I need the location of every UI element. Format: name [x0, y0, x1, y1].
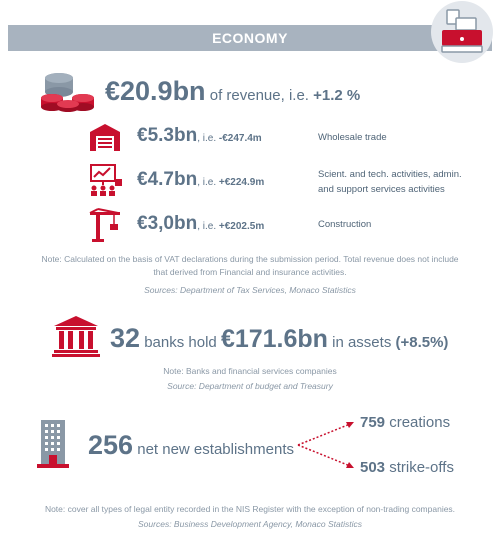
bank-icon: [52, 315, 100, 357]
strikeoffs-label: strike-offs: [385, 459, 454, 476]
split-arrows: [296, 418, 360, 472]
banks-note: Note: Banks and financial services companies: [163, 366, 337, 376]
presentation-icon: [88, 163, 124, 197]
strikeoffs-line: [360, 459, 454, 477]
strikeoffs-count: 503: [360, 459, 386, 476]
revenue-note: [0, 253, 500, 279]
sector-amount: €4.7bn: [137, 169, 198, 190]
sector-ie: , i.e.: [197, 133, 219, 144]
banks-amount: €171.6bn: [220, 325, 328, 353]
sector-wholesale: [137, 125, 262, 147]
sector-change: +€202.5m: [218, 221, 265, 232]
banks-change: (+8.5%): [395, 334, 449, 351]
building-icon: [37, 420, 69, 468]
banks-count: 32: [110, 323, 141, 353]
revenue-line: [105, 76, 360, 107]
sector-label-line2: and support services activities: [318, 184, 445, 195]
section-banner: [8, 25, 492, 51]
sector-label-line1: Wholesale trade: [318, 132, 387, 143]
cash-register-icon: [430, 0, 494, 64]
establishments-text: net new establishments: [133, 441, 294, 458]
establishments-count: 256: [88, 430, 134, 460]
revenue-change: +1.2 %: [313, 87, 361, 104]
sector-amount: €3,0bn: [137, 213, 198, 234]
sector-ie: , i.e.: [197, 177, 219, 188]
crane-icon: [88, 208, 122, 242]
note-line: that derived from Financial and insurance activities.: [153, 267, 347, 277]
revenue-text: of revenue, i.e.: [205, 87, 314, 104]
creations-count: 759: [360, 414, 386, 431]
creations-label: creations: [385, 414, 451, 431]
sector-change: +€224.9m: [218, 177, 265, 188]
sector-label: [318, 130, 387, 145]
banks-text: banks hold: [140, 334, 221, 351]
establishments-source: Sources: Business Development Agency, Monaco Statistics: [138, 519, 362, 529]
creations-line: [360, 414, 450, 432]
sector-ie: , i.e.: [197, 221, 219, 232]
banks-assets: in assets: [327, 334, 396, 351]
warehouse-icon: [88, 122, 122, 152]
sector-construction: [137, 213, 264, 235]
note-line: Note: Calculated on the basis of VAT declarations during the submission period. Total revenue does not include: [41, 254, 459, 264]
sector-amount: €5.3bn: [137, 125, 198, 146]
establishments-note: Note: cover all types of legal entity recorded in the NIS Register with the exception of non-trading companies.: [44, 504, 456, 514]
banner-title: ECONOMY: [212, 30, 288, 46]
banks-line: [110, 323, 448, 354]
revenue-amount: €20.9bn: [105, 76, 206, 106]
coins-icon: [38, 68, 98, 114]
sector-change: -€247.4m: [218, 133, 262, 144]
sector-scientific: [137, 169, 264, 191]
sector-label: [318, 217, 371, 232]
sector-label-line1: Scient. and tech. activities, admin.: [318, 169, 462, 180]
sector-label-line1: Construction: [318, 219, 372, 230]
sector-label: [318, 167, 462, 197]
establishments-line: [88, 430, 294, 461]
banks-source: Source: Department of budget and Treasury: [167, 381, 333, 391]
revenue-source: Sources: Department of Tax Services, Monaco Statistics: [144, 285, 356, 295]
